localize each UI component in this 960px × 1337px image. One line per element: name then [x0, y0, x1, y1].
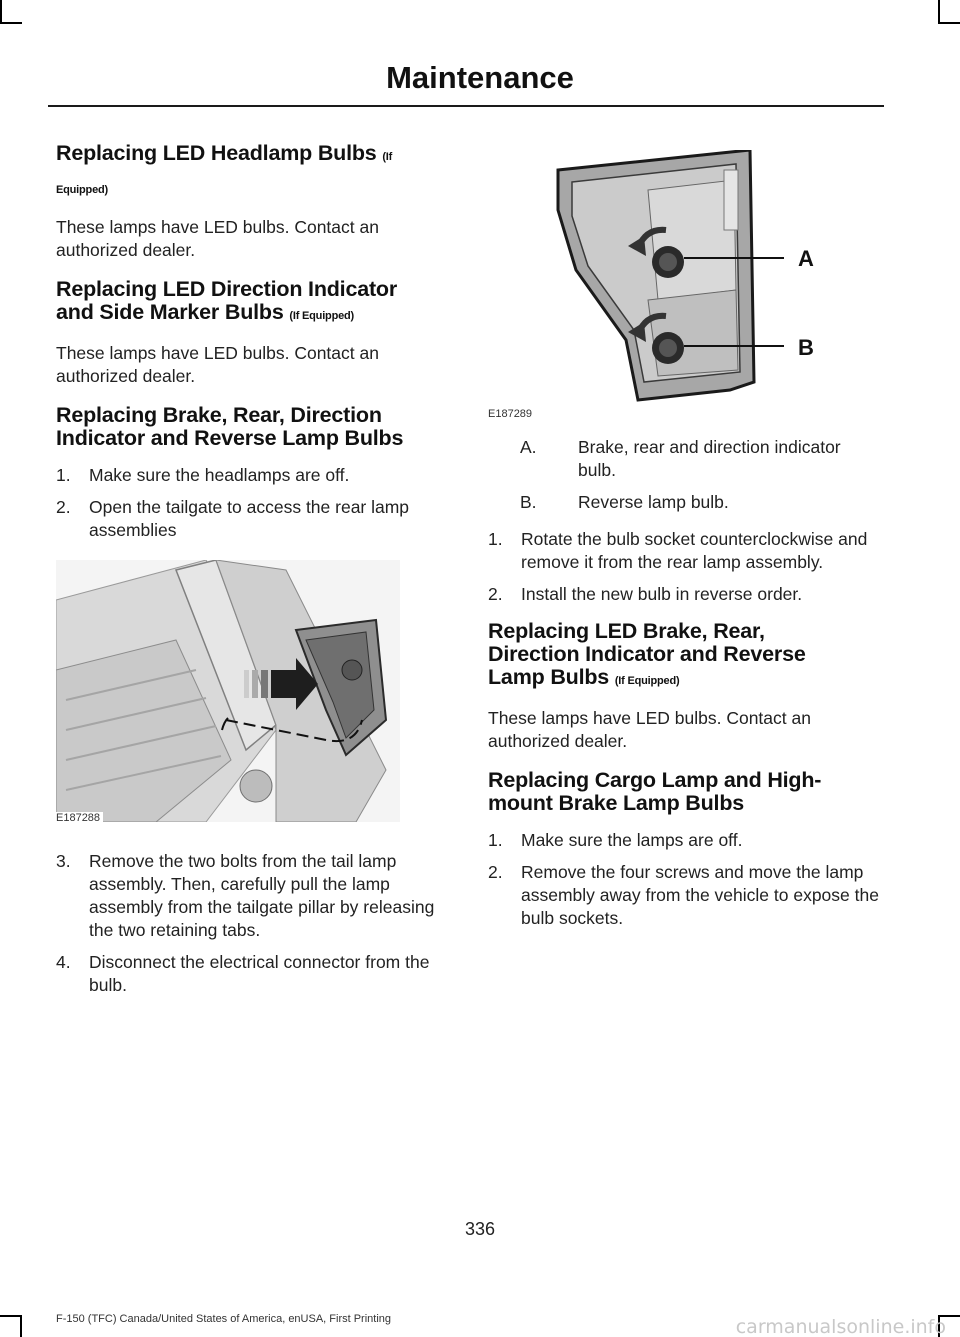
list-item: [488, 829, 880, 852]
list-item: [56, 951, 448, 997]
section-title: Maintenance: [386, 60, 574, 95]
heading-text: Replacing Brake, Rear, Direction: [56, 403, 382, 427]
step-text: Install the new bulb in reverse order.: [521, 584, 803, 604]
equipped-tag: (If: [382, 151, 393, 163]
step-list: [56, 464, 448, 542]
right-column: [488, 436, 880, 939]
step-number: 2.: [488, 584, 503, 604]
crop-mark: [20, 1315, 22, 1337]
step-text: Make sure the headlamps are off.: [89, 465, 350, 485]
crop-mark: [938, 22, 960, 24]
heading-led-headlamp: [56, 142, 448, 202]
legend-item: [520, 491, 880, 514]
list-item: [488, 861, 880, 930]
equipped-tag: (If Equipped): [614, 675, 680, 687]
tail-lamp-socket-illustration: [488, 150, 832, 418]
heading-led-brake-rear: [488, 620, 880, 693]
callout-a: A: [798, 246, 814, 271]
crop-mark: [0, 22, 22, 24]
step-number: 1.: [488, 529, 503, 549]
step-text: Disconnect the electrical connector from the bulb.: [89, 952, 430, 995]
footer-text: F-150 (TFC) Canada/United States of America, enUSA, First Printing: [56, 1313, 392, 1325]
heading-text: mount Brake Lamp Bulbs: [488, 791, 745, 815]
step-text: Remove the two bolts from the tail lamp assembly. Then, carefully pull the lamp assembly from the tailgate pillar by releasing the two retaining tabs.: [89, 851, 435, 940]
callout-b: B: [798, 335, 814, 360]
step-text: Rotate the bulb socket counterclockwise and remove it from the rear lamp assembly.: [521, 529, 868, 572]
legend-key: A.: [520, 437, 537, 457]
step-number: 2.: [488, 862, 503, 882]
list-item: [56, 464, 448, 487]
heading-text: Replacing LED Brake, Rear,: [488, 619, 765, 643]
page-number: 336: [464, 1219, 496, 1239]
watermark[interactable]: carmanualsonline.info: [735, 1316, 946, 1337]
step-number: 2.: [56, 497, 71, 517]
list-item: [56, 496, 448, 542]
step-number: 1.: [56, 465, 71, 485]
legend-text: Reverse lamp bulb.: [578, 492, 729, 512]
tailgate-illustration-drawing: [56, 560, 400, 822]
heading-brake-rear: [56, 404, 448, 450]
heading-text: Replacing Cargo Lamp and High-: [488, 768, 822, 792]
legend-text: Brake, rear and direction indicator bulb.: [578, 437, 841, 480]
crop-mark: [0, 1315, 22, 1317]
legend-list: [488, 436, 880, 514]
paragraph: These lamps have LED bulbs. Contact an authorized dealer.: [488, 708, 811, 751]
figure-code: E187289: [488, 408, 535, 420]
figure-code: E187288: [56, 812, 103, 824]
tailgate-illustration: [56, 560, 400, 822]
step-number: 1.: [488, 830, 503, 850]
crop-mark: [938, 0, 940, 22]
legend-item: [520, 436, 880, 482]
left-column: [56, 142, 448, 1006]
step-text: Make sure the lamps are off.: [521, 830, 743, 850]
heading-led-direction: [56, 278, 448, 328]
step-list: [56, 850, 448, 997]
step-list: [488, 829, 880, 930]
heading-cargo-lamp: [488, 769, 880, 815]
heading-text: Replacing LED Direction Indicator: [56, 277, 398, 301]
equipped-tag: (If Equipped): [289, 310, 354, 322]
paragraph: These lamps have LED bulbs. Contact an authorized dealer.: [56, 343, 379, 386]
step-text: Remove the four screws and move the lamp assembly away from the vehicle to expose the bulb sockets.: [521, 862, 879, 928]
step-number: 3.: [56, 851, 71, 871]
legend-key: B.: [520, 492, 537, 512]
heading-text: Replacing LED Headlamp Bulbs: [56, 141, 377, 165]
list-item: [488, 528, 880, 574]
heading-text: and Side Marker Bulbs: [56, 300, 284, 324]
step-list: [488, 528, 880, 606]
heading-text: Direction Indicator and Reverse: [488, 642, 806, 666]
crop-mark: [0, 0, 2, 22]
list-item: [488, 583, 880, 606]
header-rule: [48, 105, 884, 107]
paragraph: These lamps have LED bulbs. Contact an authorized dealer.: [56, 217, 379, 260]
step-number: 4.: [56, 952, 71, 972]
equipped-tag: Equipped): [56, 184, 108, 196]
heading-text: Lamp Bulbs: [488, 665, 610, 689]
heading-text: Indicator and Reverse Lamp Bulbs: [56, 426, 404, 450]
list-item: [56, 850, 448, 942]
step-text: Open the tailgate to access the rear lamp assemblies: [89, 497, 410, 540]
tail-lamp-drawing: [488, 150, 832, 418]
